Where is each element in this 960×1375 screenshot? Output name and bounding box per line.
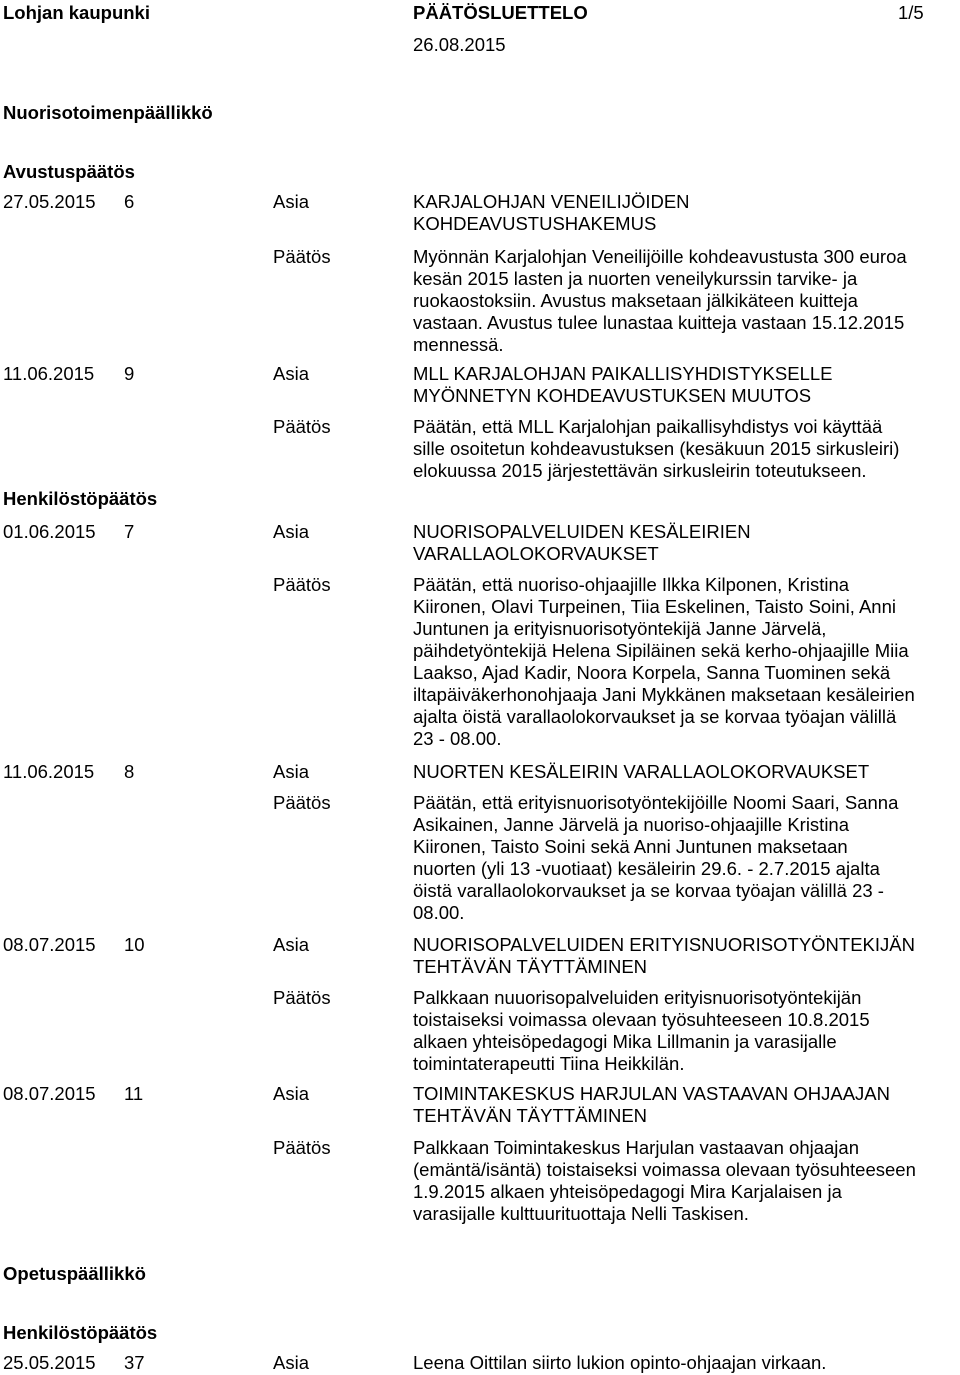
entry-date: 08.07.2015 [3, 1083, 96, 1104]
document-date: 26.08.2015 [413, 34, 506, 55]
label-asia: Asia [273, 191, 309, 212]
entry-decision [413, 792, 898, 924]
decision-line: 08.00. [413, 902, 465, 923]
entry-decision [413, 246, 907, 356]
decision-line: päihdetyöntekijä Helena Sipiläinen sekä kerho-ohjaajille Miia [413, 640, 909, 661]
entry-decision [413, 1137, 916, 1225]
decision-line: ruokaostoksiin. Avustus maksetaan jälkikäteen kuitteja [413, 290, 858, 311]
label-asia: Asia [273, 1083, 309, 1104]
label-paatos: Päätös [273, 1137, 331, 1158]
entry-date: 08.07.2015 [3, 934, 96, 955]
subject-line: KARJALOHJAN VENEILIJÖIDEN [413, 191, 690, 212]
subject-line: MYÖNNETYN KOHDEAVUSTUKSEN MUUTOS [413, 385, 812, 406]
subject-line: NUORISOPALVELUIDEN ERITYISNUORISOTYÖNTEKIJÄN [413, 934, 915, 955]
entry-number: 7 [124, 521, 135, 542]
subject-line: VARALLAOLOKORVAUKSET [413, 543, 659, 564]
decision-line: Päätän, että erityisnuorisotyöntekijöille Noomi Saari, Sanna [413, 792, 899, 813]
subheading-henkilostopaatos: Henkilöstöpäätös [3, 1322, 158, 1343]
decision-line: 1.9.2015 alkaen yhteisöpedagogi Mira Karjalaisen ja [413, 1181, 842, 1202]
document-title: PÄÄTÖSLUETTELO [413, 2, 588, 23]
entry-date: 25.05.2015 [3, 1352, 96, 1373]
subheading-avustuspaatos: Avustuspäätös [3, 161, 135, 182]
label-asia: Asia [273, 363, 309, 384]
subject-line: TOIMINTAKESKUS HARJULAN VASTAAVAN OHJAAJAN [413, 1083, 890, 1104]
decision-line: varasijalle kulttuurituottaja Nelli Taskisen. [413, 1203, 749, 1224]
entry-subject: Leena Oittilan siirto lukion opinto-ohjaajan virkaan. [413, 1352, 827, 1373]
subject-line: MLL KARJALOHJAN PAIKALLISYHDISTYKSELLE [413, 363, 833, 384]
subject-line: TEHTÄVÄN TÄYTTÄMINEN [413, 956, 648, 977]
label-paatos: Päätös [273, 792, 331, 813]
decision-line: Juntunen ja erityisnuorisotyöntekijä Janne Järvelä, [413, 618, 827, 639]
entry-number: 6 [124, 191, 135, 212]
decision-line: Laakso, Ajad Kadir, Noora Korpela, Sanna Tuominen sekä [413, 662, 891, 683]
decision-line: Asikainen, Janne Järvelä ja nuoriso-ohjaajille Kristina [413, 814, 850, 835]
entry-number: 37 [124, 1352, 145, 1373]
decision-line: elokuussa 2015 järjestettävän sirkusleirin toteutukseen. [413, 460, 867, 481]
entry-subject [413, 934, 915, 978]
entry-subject [413, 521, 751, 565]
decision-line: (emäntä/isäntä) toistaiseksi voimassa olevaan työsuhteeseen [413, 1159, 916, 1180]
label-asia: Asia [273, 521, 309, 542]
label-paatos: Päätös [273, 246, 331, 267]
decision-line: Myönnän Karjalohjan Veneilijöille kohdeavustusta 300 euroa [413, 246, 907, 267]
page-number: 1/5 [898, 2, 924, 23]
entry-number: 8 [124, 761, 135, 782]
entry-date: 11.06.2015 [3, 761, 95, 782]
label-paatos: Päätös [273, 987, 331, 1008]
entry-date: 11.06.2015 [3, 363, 95, 384]
decision-line: kesän 2015 lasten ja nuorten veneilykurssin tarvike- ja [413, 268, 858, 289]
label-asia: Asia [273, 761, 309, 782]
decision-line: Päätän, että nuoriso-ohjaajille Ilkka Kilponen, Kristina [413, 574, 850, 595]
decision-line: sille osoitetun kohdeavustuksen (kesäkuun 2015 sirkusleiri) [413, 438, 900, 459]
decision-line: Kiironen, Olavi Turpeinen, Tiia Eskelinen, Taisto Soini, Anni [413, 596, 896, 617]
label-paatos: Päätös [273, 574, 331, 595]
organization-name: Lohjan kaupunki [3, 2, 150, 23]
subject-line: KOHDEAVUSTUSHAKEMUS [413, 213, 657, 234]
decision-line: nuorten (yli 13 -vuotiaat) kesäleirin 29.6. - 2.7.2015 ajalta [413, 858, 880, 879]
decision-line: öistä varallaolokorvaukset ja se korvaa työajan välillä 23 - [413, 880, 884, 901]
entry-decision [413, 574, 915, 750]
entry-date: 01.06.2015 [3, 521, 96, 542]
entry-subject [413, 363, 833, 407]
entry-decision [413, 416, 899, 482]
decision-line: mennessä. [413, 334, 504, 355]
subheading-henkilostopaatos: Henkilöstöpäätös [3, 488, 158, 509]
subject-line: TEHTÄVÄN TÄYTTÄMINEN [413, 1105, 648, 1126]
entry-subject [413, 1083, 890, 1127]
label-asia: Asia [273, 1352, 309, 1373]
decision-line: Palkkaan Toimintakeskus Harjulan vastaavan ohjaajan [413, 1137, 859, 1158]
decision-line: 23 - 08.00. [413, 728, 502, 749]
entry-number: 11 [124, 1083, 144, 1104]
subject-line: NUORTEN KESÄLEIRIN VARALLAOLOKORVAUKSET [413, 761, 870, 782]
subject-line: NUORISOPALVELUIDEN KESÄLEIRIEN [413, 521, 751, 542]
entry-decision [413, 987, 870, 1075]
section-heading-opetuspaallikko: Opetuspäällikkö [3, 1263, 146, 1284]
entry-subject [413, 761, 869, 783]
decision-line: alkaen yhteisöpedagogi Mika Lillmanin ja varasijalle [413, 1031, 837, 1052]
decision-line: ajalta öistä varallaolokorvaukset ja se korvaa työajan välillä [413, 706, 897, 727]
label-paatos: Päätös [273, 416, 331, 437]
section-heading-nuorisotoimenpaallikko: Nuorisotoimenpäällikkö [3, 102, 213, 123]
entry-number: 9 [124, 363, 135, 384]
entry-date: 27.05.2015 [3, 191, 96, 212]
decision-line: vastaan. Avustus tulee lunastaa kuitteja vastaan 15.12.2015 [413, 312, 905, 333]
decision-line: Päätän, että MLL Karjalohjan paikallisyhdistys voi käyttää [413, 416, 883, 437]
entry-number: 10 [124, 934, 145, 955]
decision-line: Kiironen, Taisto Soini sekä Anni Juntunen maksetaan [413, 836, 848, 857]
decision-line: Palkkaan nuuorisopalveluiden erityisnuorisotyöntekijän [413, 987, 862, 1008]
decision-line: toimintaterapeutti Tiina Heikkilän. [413, 1053, 685, 1074]
label-asia: Asia [273, 934, 309, 955]
decision-line: toistaiseksi voimassa olevaan työsuhteeseen 10.8.2015 [413, 1009, 870, 1030]
decision-line: iltapäiväkerhonohjaaja Jani Mykkänen maksetaan kesäleirien [413, 684, 915, 705]
entry-subject [413, 191, 690, 235]
